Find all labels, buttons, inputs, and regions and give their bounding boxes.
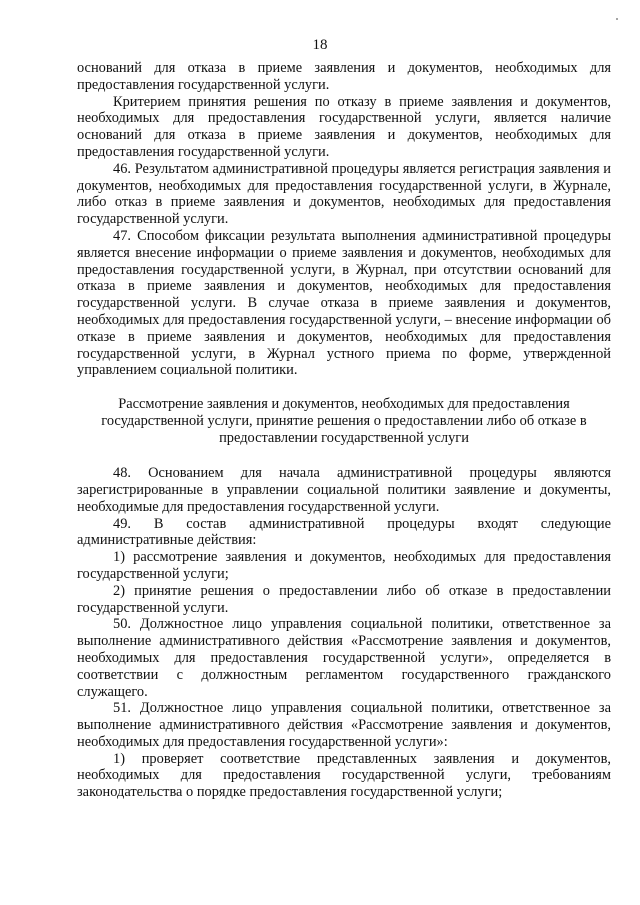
list-item-51-1: 1) проверяет соответствие представленных заявления и документов, необходимых для предоставления государственной услуги, требованиям законодательства о порядке предоставления государственной услуги;: [77, 750, 611, 801]
paragraph-49: 49. В состав административной процедуры входят следующие административные действия:: [77, 515, 611, 549]
paragraph-46: 46. Результатом административной процедуры является регистрация заявления и документов, необходимых для предоставления государственной услуги, в Журнале, либо отказ в приеме заявления и документов, необходимых для предоставления государственной услуги.: [77, 160, 611, 228]
page-number: 18: [312, 37, 328, 53]
document-body: [77, 60, 611, 801]
paragraph-continuation: оснований для отказа в приеме заявления и документов, необходимых для предоставления государственной услуги.: [77, 60, 611, 93]
list-item-49-2: 2) принятие решения о предоставлении либо об отказе в предоставлении государственной услуги.: [77, 582, 611, 616]
list-item-49-1: 1) рассмотрение заявления и документов, необходимых для предоставления государственной услуги;: [77, 549, 611, 582]
section-heading: Рассмотрение заявления и документов, необходимых для предоставления государственной услуги, принятие решения о предоставлении либо об отказе в предоставлении государственной услуги: [101, 396, 587, 447]
paragraph-50: 50. Должностное лицо управления социальной политики, ответственное за выполнение административного действия «Рассмотрение заявления и документов, необходимых для предоставления государственной услуги», определяется в соответствии с должностным регламентом государственного гражданского служащего.: [77, 616, 611, 700]
scan-speck: [616, 18, 618, 20]
paragraph-51: 51. Должностное лицо управления социальной политики, ответственное за выполнение административного действия «Рассмотрение заявления и документов, необходимых для предоставления государственной услуги»:: [77, 700, 611, 750]
paragraph-criterion: Критерием принятия решения по отказу в приеме заявления и документов, необходимых для предоставления государственной услуги, является наличие оснований для отказа в приеме заявления и документов, необходимых для предоставления государственной услуги.: [77, 93, 611, 160]
paragraph-47: 47. Способом фиксации результата выполнения административной процедуры является внесение информации о приеме заявления и документов, необходимых для предоставления государственной услуги, в Журнал, при отсутствии оснований для отказа в приеме заявления и документов, необходимых для предоставления государственной услуги. В случае отказа в приеме заявления и документов, необходимых для предоставления государственной услуги, – внесение информации об отказе в приеме заявления и документов, необходимых для предоставления государственной услуги, в Журнал устного приема по форме, утвержденной управлением социальной политики.: [77, 227, 611, 379]
paragraph-48: 48. Основанием для начала административной процедуры являются зарегистрированные в управлении социальной политики заявление и документы, необходимые для предоставления государственной услуги.: [77, 465, 611, 515]
